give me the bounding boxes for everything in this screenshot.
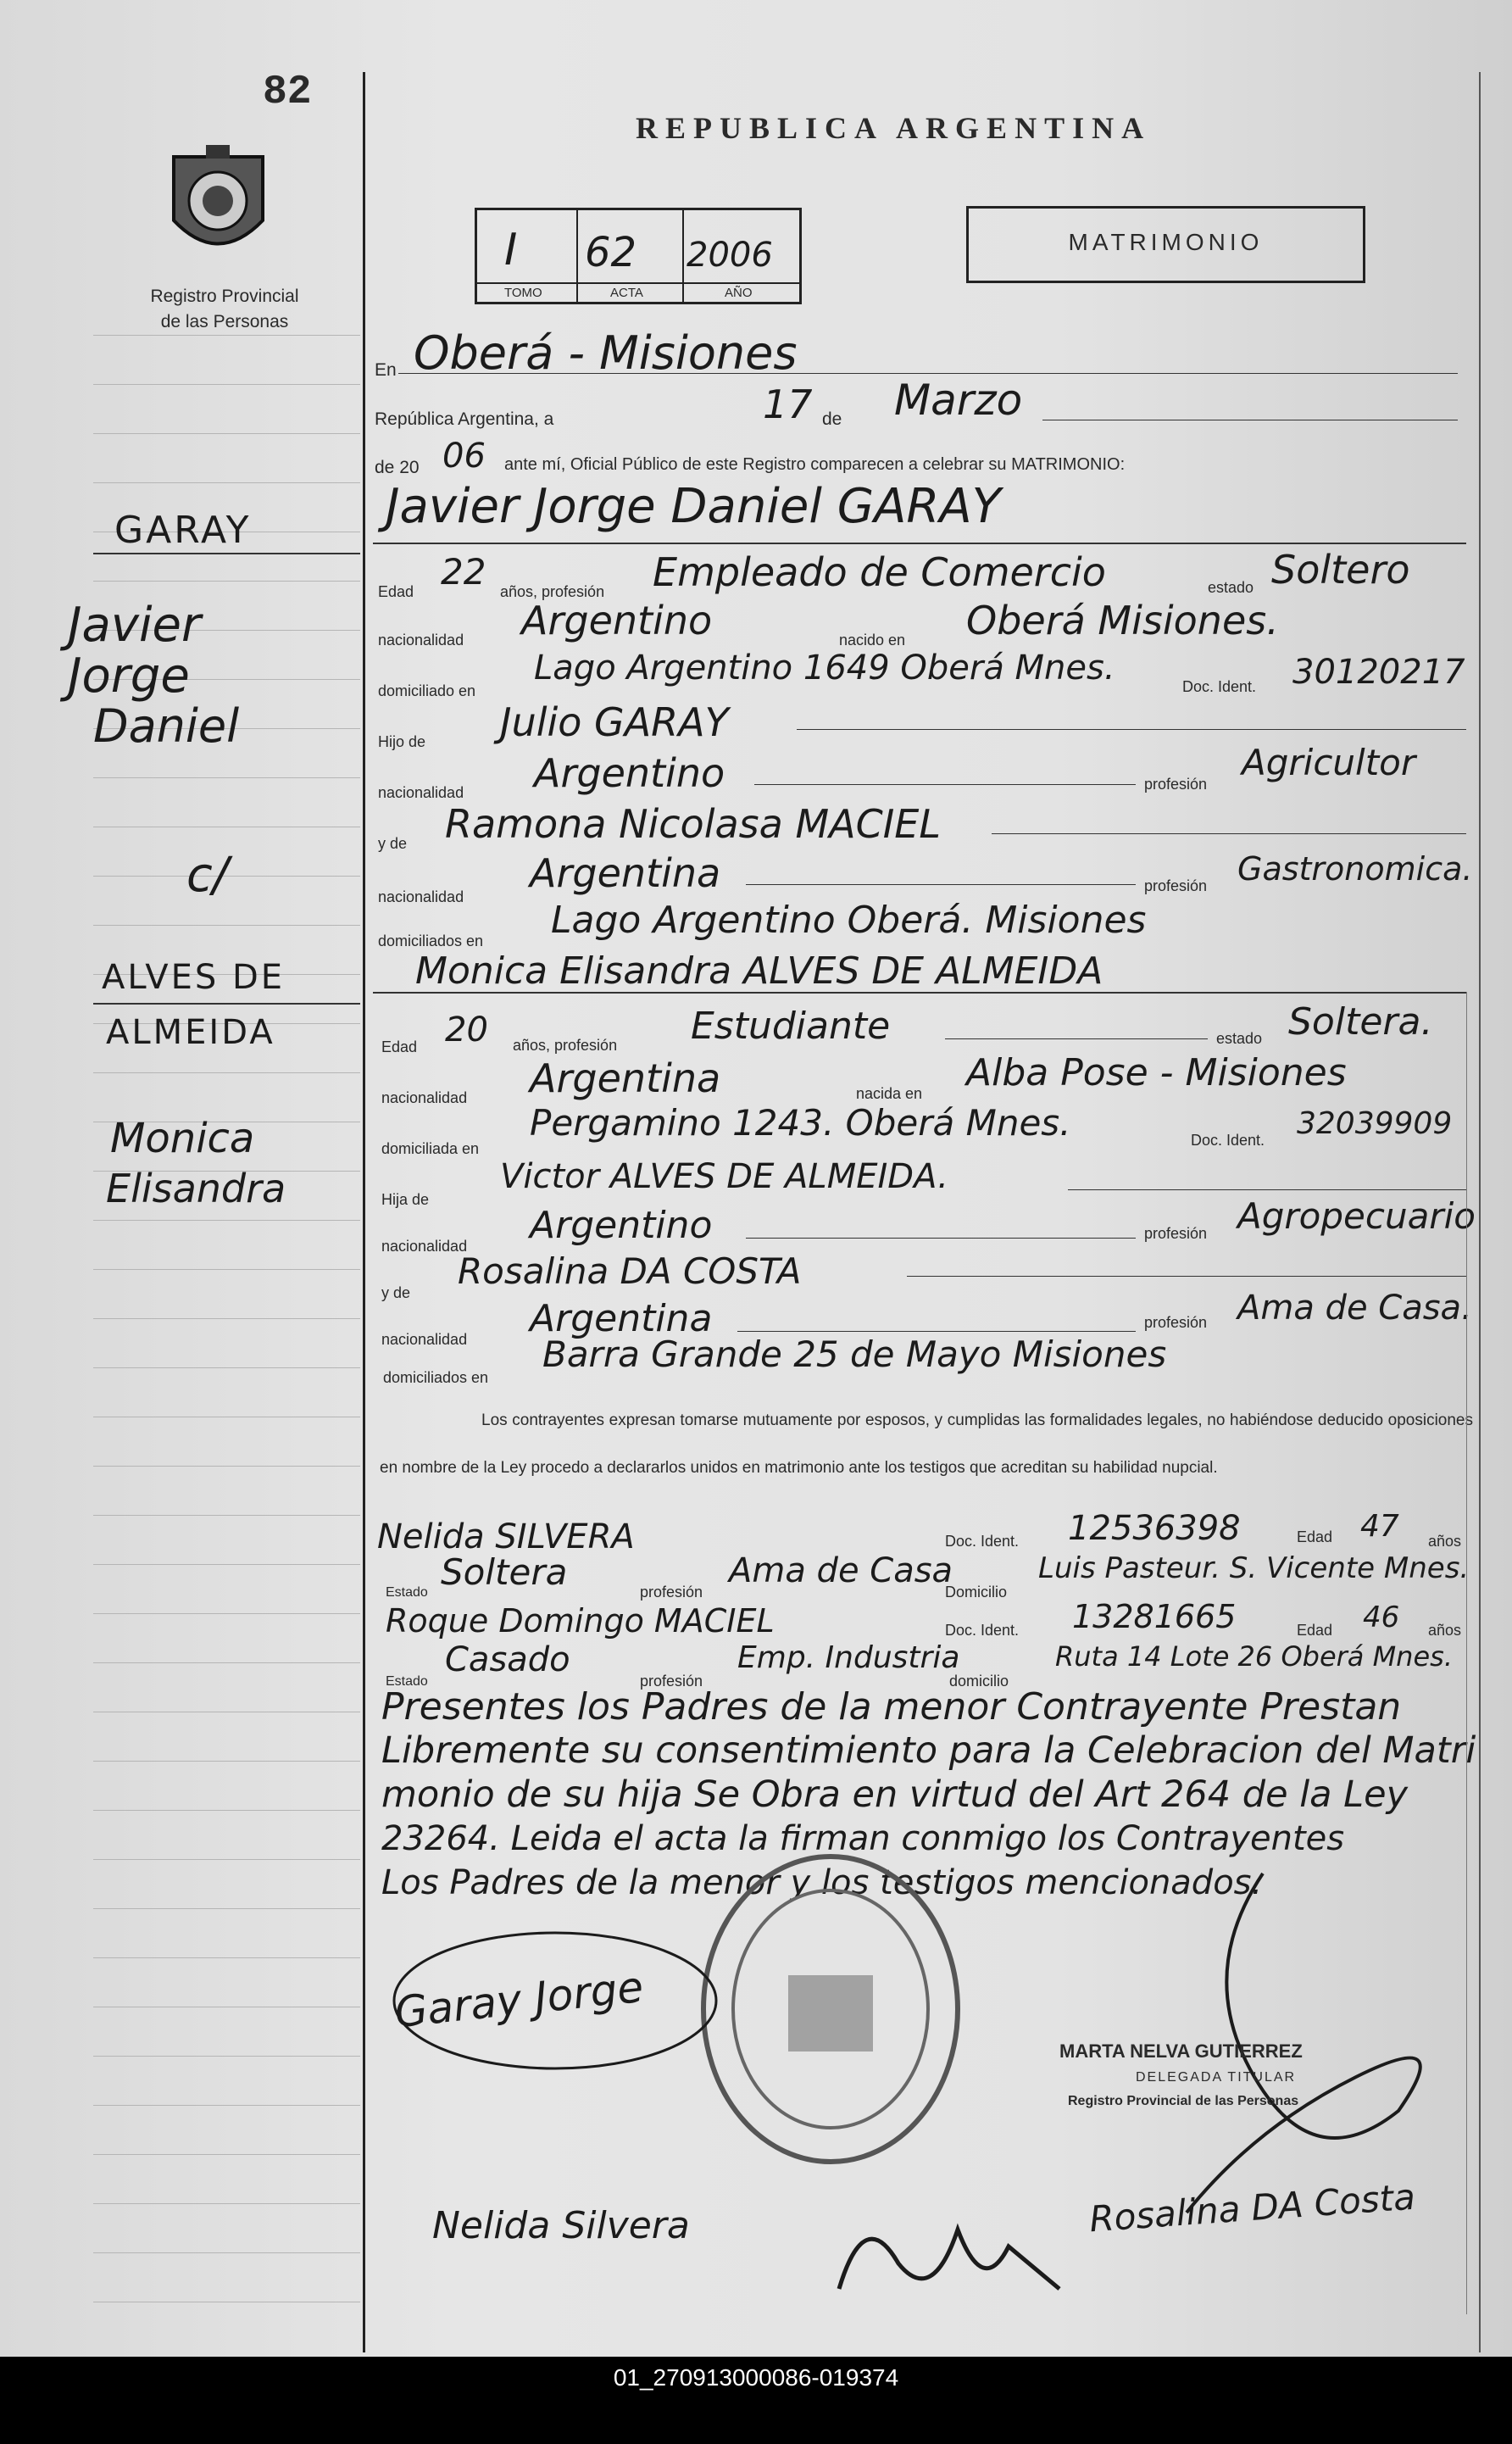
bride-edad-label: Edad [381,1038,418,1055]
margin-groom-surname: GARAY [114,509,252,552]
margin-groom-name-1: Javier [68,598,202,653]
bride-mother-nac-label: nacionalidad [381,1331,468,1348]
bride-estado-label: estado [1216,1030,1263,1047]
ruled-line [93,1662,360,1663]
ruled-line [93,433,360,434]
bride-mother-prof-label: profesión [1144,1314,1208,1331]
bride-estado: Soltera. [1288,1000,1433,1044]
bride-nacida-label: nacida en [856,1085,923,1102]
groom-dom-label: domiciliado en [378,682,476,699]
groom-nationality: Argentino [521,598,713,643]
page-number: 82 [263,70,312,115]
bride-dom-label: domiciliada en [381,1140,480,1157]
ruled-line [93,2203,360,2204]
bride-nationality: Argentina [530,1055,721,1101]
ruled-line [93,2252,360,2253]
republica-label: República Argentina, a [375,409,554,429]
country-title: REPUBLICA ARGENTINA [636,111,1152,145]
bride-doc-label: Doc. Ident. [1191,1132,1265,1149]
document-id-footer: 01_270913000086-019374 [0,2357,1512,2444]
bride-father-label: Hija de [381,1191,430,1208]
bride-age: 20 [445,1010,488,1049]
bride-parents-dom-label: domiciliados en [383,1369,489,1386]
ano-value: 2006 [687,236,773,275]
ruled-line [93,384,360,385]
groom-father-prof-label: profesión [1144,776,1208,793]
acta-label: ACTA [610,286,643,300]
margin-line [363,72,365,2352]
witness1-domicile: Luis Pasteur. S. Vicente Mnes. [1038,1551,1470,1585]
bride-mother: Rosalina DA COSTA [458,1250,802,1292]
en-label: En [375,360,397,380]
groom-father-profession: Agricultor [1242,742,1416,783]
groom-full-name: Javier Jorge Daniel GARAY [386,479,1001,534]
bride-domicile: Pergamino 1243. Oberá Mnes. [530,1102,1071,1144]
fill-line [992,833,1466,834]
bride-anos-label: años, profesión [513,1037,618,1054]
bride-mother-label: y de [381,1284,411,1301]
witness1-estado: Soltera [441,1551,568,1593]
ruled-line [93,1515,360,1516]
witness1-estado-label: Estado [386,1585,428,1600]
section-rule [373,992,1466,994]
frame-line [1466,992,1467,2314]
margin-bride-surname-2: ALMEIDA [106,1013,275,1052]
witness1-name: Nelida SILVERA [377,1517,635,1556]
ruled-line [93,1613,360,1614]
ruled-line [93,925,360,926]
fill-line [754,784,1136,785]
registry-seal-icon [165,140,271,267]
ruled-line [93,2154,360,2155]
note-line-2: Libremente su consentimiento para la Celebracion del Matri [381,1729,1476,1772]
ruled-line [93,1269,360,1270]
ruled-line [93,1072,360,1073]
place: Oberá - Misiones [414,326,798,380]
acta-value: 62 [585,229,637,276]
ruled-line [93,2105,360,2106]
groom-doc: 30120217 [1292,653,1465,692]
fill-line [907,1276,1466,1277]
groom-mother: Ramona Nicolasa MACIEL [445,801,941,847]
ruled-line [93,1318,360,1319]
de-label: de [822,409,842,429]
signature-scrawl-icon [831,2187,1068,2314]
witness2-name: Roque Domingo MACIEL [386,1602,775,1640]
groom-mother-nac-label: nacionalidad [378,888,464,905]
margin-rule [93,553,360,554]
groom-mother-profession: Gastronomica. [1237,850,1473,888]
witness1-age: 47 [1360,1509,1399,1544]
month: Marzo [894,376,1023,425]
bride-full-name: Monica Elisandra ALVES DE ALMEIDA [415,949,1103,993]
signature-3: Rosalina DA Costa [1087,2175,1417,2241]
groom-nac-label: nacionalidad [378,632,464,649]
bride-father-profession: Agropecuario [1237,1195,1476,1237]
signature-1: Garay Jorge [392,1962,646,2038]
ruled-line [93,1761,360,1762]
signature-loop-icon [386,1920,725,2081]
bride-parents-domicile: Barra Grande 25 de Mayo Misiones [542,1333,1167,1375]
ruled-line [93,335,360,336]
groom-edad-label: Edad [378,583,414,600]
note-line-5: Los Padres de la menor y los testigos mencionados. [381,1863,1263,1902]
witness1-dom-label: Domicilio [945,1584,1008,1601]
tomo-value: I [504,225,518,276]
witness2-dom-label: domicilio [949,1673,1009,1690]
fill-line [1068,1189,1466,1190]
groom-father-nac-label: nacionalidad [378,784,464,801]
groom-father-nationality: Argentino [534,750,725,796]
bride-father-nationality: Argentino [530,1204,713,1247]
note-line-3: monio de su hija Se Obra en virtud del Art 264 de la Ley [381,1773,1409,1816]
record-divider [682,210,684,302]
margin-connector: c/ [186,848,229,903]
year-prefix: de 20 [375,458,420,477]
note-line-1: Presentes los Padres de la menor Contrayente Prestan [381,1685,1402,1729]
ruled-line [93,1564,360,1565]
groom-age: 22 [441,551,486,593]
witness1-doc: 12536398 [1068,1509,1241,1548]
margin-groom-name-3: Daniel [93,699,240,753]
note-line-4: 23264. Leida el acta la firman conmigo los Contrayentes [381,1819,1345,1858]
ruled-line [93,1810,360,1811]
ruled-line [93,1908,360,1909]
act-type: MATRIMONIO [1068,229,1264,255]
ruled-line [93,777,360,778]
margin-groom-name-2: Jorge [68,649,190,704]
bride-nac-label: nacionalidad [381,1089,468,1106]
right-edge-line [1479,72,1481,2352]
witness1-edad-label: Edad [1297,1528,1333,1545]
preamble: ante mí, Oficial Público de este Registro comparecen a celebrar su MATRIMONIO: [504,455,1126,474]
official-title: DELEGADA TITULAR [1136,2070,1297,2085]
groom-parents-dom-label: domiciliados en [378,933,484,949]
fill-line [797,729,1466,730]
groom-estado: Soltero [1271,547,1410,593]
witness2-estado: Casado [445,1640,570,1679]
record-divider [576,210,578,302]
fill-line [945,1038,1208,1039]
witness2-doc: 13281665 [1072,1598,1237,1635]
witness2-estado-label: Estado [386,1674,428,1689]
groom-estado-label: estado [1208,579,1254,596]
official-office: Registro Provincial de las Personas [1068,2094,1299,2108]
official-stamp-icon [695,1848,966,2170]
bride-profession: Estudiante [691,1005,891,1048]
fill-line [737,1331,1136,1332]
ano-label: AÑO [725,286,753,300]
bride-father-nac-label: nacionalidad [381,1238,468,1255]
groom-mother-nationality: Argentina [530,850,721,896]
ruled-line [93,1220,360,1221]
witness1-prof-label: profesión [640,1584,703,1601]
groom-mother-prof-label: profesión [1144,877,1208,894]
declaration-text: Los contrayentes expresan tomarse mutuamente por esposos, y cumplidas las formalidades legales, no habiéndose deducido oposiciones en nombre de la Ley procedo a declararlos unidos en matrimonio ante los testigos que acreditan su habilidad nupcial. [380,1411,1473,1477]
witness2-edad-label: Edad [1297,1622,1333,1639]
margin-rule [93,1003,360,1005]
record-divider [477,282,799,284]
ruled-line [93,1859,360,1860]
ruled-line [93,1466,360,1467]
ruled-line [93,581,360,582]
section-rule [373,543,1466,544]
margin-bride-name-2: Elisandra [106,1166,286,1211]
witness1-anos-label: años [1428,1533,1462,1550]
fill-line [398,373,1458,374]
official-name: MARTA NELVA GUTIERREZ [1059,2040,1303,2062]
witness1-doc-label: Doc. Ident. [945,1533,1020,1550]
margin-bride-name-1: Monica [110,1115,255,1162]
groom-doc-label: Doc. Ident. [1182,678,1257,695]
signature-2: Nelida Silvera [432,2204,690,2247]
groom-father: Julio GARAY [500,699,729,745]
bride-birthplace: Alba Pose - Misiones [966,1051,1347,1094]
ruled-line [93,1957,360,1958]
groom-mother-label: y de [378,835,408,852]
margin-bride-surname-1: ALVES DE [102,958,286,997]
bride-doc: 32039909 [1297,1106,1453,1141]
ruled-line [93,1367,360,1368]
ruled-line [93,482,360,483]
fill-line [746,884,1136,885]
witness2-age: 46 [1363,1601,1400,1634]
groom-anos-label: años, profesión [500,583,605,600]
witness2-domicile: Ruta 14 Lote 26 Oberá Mnes. [1055,1640,1453,1673]
groom-nacido-label: nacido en [839,632,906,649]
bride-father: Victor ALVES DE ALMEIDA. [500,1157,948,1196]
witness2-prof-label: profesión [640,1673,703,1690]
groom-parents-domicile: Lago Argentino Oberá. Misiones [551,899,1147,942]
fill-line [746,1238,1136,1239]
groom-father-label: Hijo de [378,733,426,750]
witness2-doc-label: Doc. Ident. [945,1622,1020,1639]
bride-mother-nationality: Argentina [530,1297,713,1340]
tomo-label: TOMO [504,286,542,300]
ruled-line [93,2056,360,2057]
groom-domicile: Lago Argentino 1649 Oberá Mnes. [534,649,1115,688]
bride-mother-profession: Ama de Casa. [1237,1289,1472,1328]
groom-birthplace: Oberá Misiones. [966,598,1279,643]
year-suffix: 06 [442,437,486,476]
bride-father-prof-label: profesión [1144,1225,1208,1242]
witness1-profession: Ama de Casa [729,1551,953,1590]
day: 17 [763,381,813,427]
groom-profession: Empleado de Comercio [653,549,1106,595]
registry-name: Registro Provincial de las Personas [150,287,299,331]
witness2-profession: Emp. Industria [737,1640,960,1675]
witness2-anos-label: años [1428,1622,1462,1639]
